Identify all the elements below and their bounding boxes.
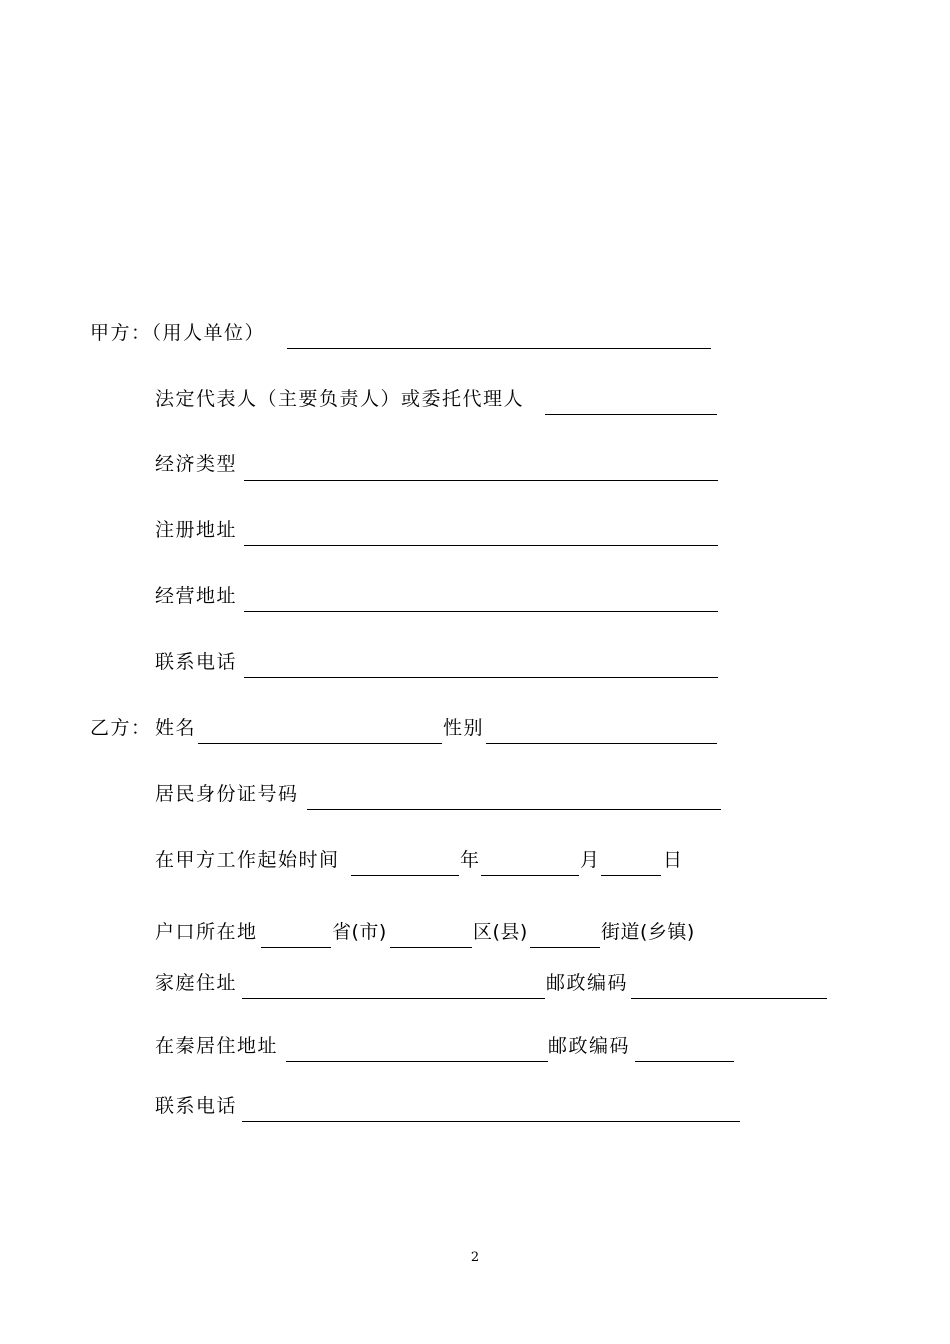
legal-rep-field[interactable] [545, 414, 717, 415]
legal-rep-label: 法定代表人（主要负责人）或委托代理人 [155, 388, 525, 410]
hukou-label: 户口所在地 [155, 921, 258, 943]
month-label: 月 [580, 849, 601, 871]
page-number: 2 [470, 1250, 480, 1265]
economic-type-field[interactable] [244, 480, 718, 481]
hukou-province-field[interactable] [261, 947, 331, 948]
id-number-field[interactable] [307, 809, 721, 810]
district-label: 区(县) [473, 921, 528, 943]
business-address-field[interactable] [244, 611, 718, 612]
home-address-field[interactable] [242, 998, 545, 999]
party-b-label: 乙方： [90, 717, 152, 739]
registered-address-field[interactable] [244, 545, 718, 546]
local-address-field[interactable] [286, 1061, 548, 1062]
day-label: 日 [663, 849, 684, 871]
local-address-label: 在秦居住地址 [155, 1035, 279, 1057]
party-a-label: 甲方：（用人单位） [90, 322, 266, 344]
party-b-phone-label: 联系电话 [155, 1095, 238, 1117]
party-a-phone-field[interactable] [244, 677, 718, 678]
name-label: 姓名 [155, 717, 197, 739]
start-month-field[interactable] [481, 875, 579, 876]
start-year-field[interactable] [351, 875, 459, 876]
start-date-label: 在甲方工作起始时间 [155, 849, 340, 871]
id-number-label: 居民身份证号码 [155, 783, 299, 805]
business-address-label: 经营地址 [155, 585, 238, 607]
home-address-label: 家庭住址 [155, 972, 238, 994]
name-field[interactable] [198, 743, 442, 744]
party-a-phone-label: 联系电话 [155, 651, 238, 673]
home-postcode-label: 邮政编码 [546, 972, 629, 994]
party-b-phone-field[interactable] [242, 1121, 740, 1122]
year-label: 年 [460, 849, 481, 871]
gender-field[interactable] [486, 743, 717, 744]
local-postcode-label: 邮政编码 [548, 1035, 631, 1057]
home-postcode-field[interactable] [631, 998, 827, 999]
hukou-street-field[interactable] [530, 947, 600, 948]
economic-type-label: 经济类型 [155, 453, 238, 475]
party-a-name-field[interactable] [287, 348, 711, 349]
province-label: 省(市) [332, 921, 387, 943]
start-day-field[interactable] [601, 875, 661, 876]
hukou-district-field[interactable] [390, 947, 472, 948]
registered-address-label: 注册地址 [155, 519, 238, 541]
gender-label: 性别 [443, 717, 485, 739]
local-postcode-field[interactable] [635, 1061, 734, 1062]
street-label: 街道(乡镇) [601, 921, 695, 943]
